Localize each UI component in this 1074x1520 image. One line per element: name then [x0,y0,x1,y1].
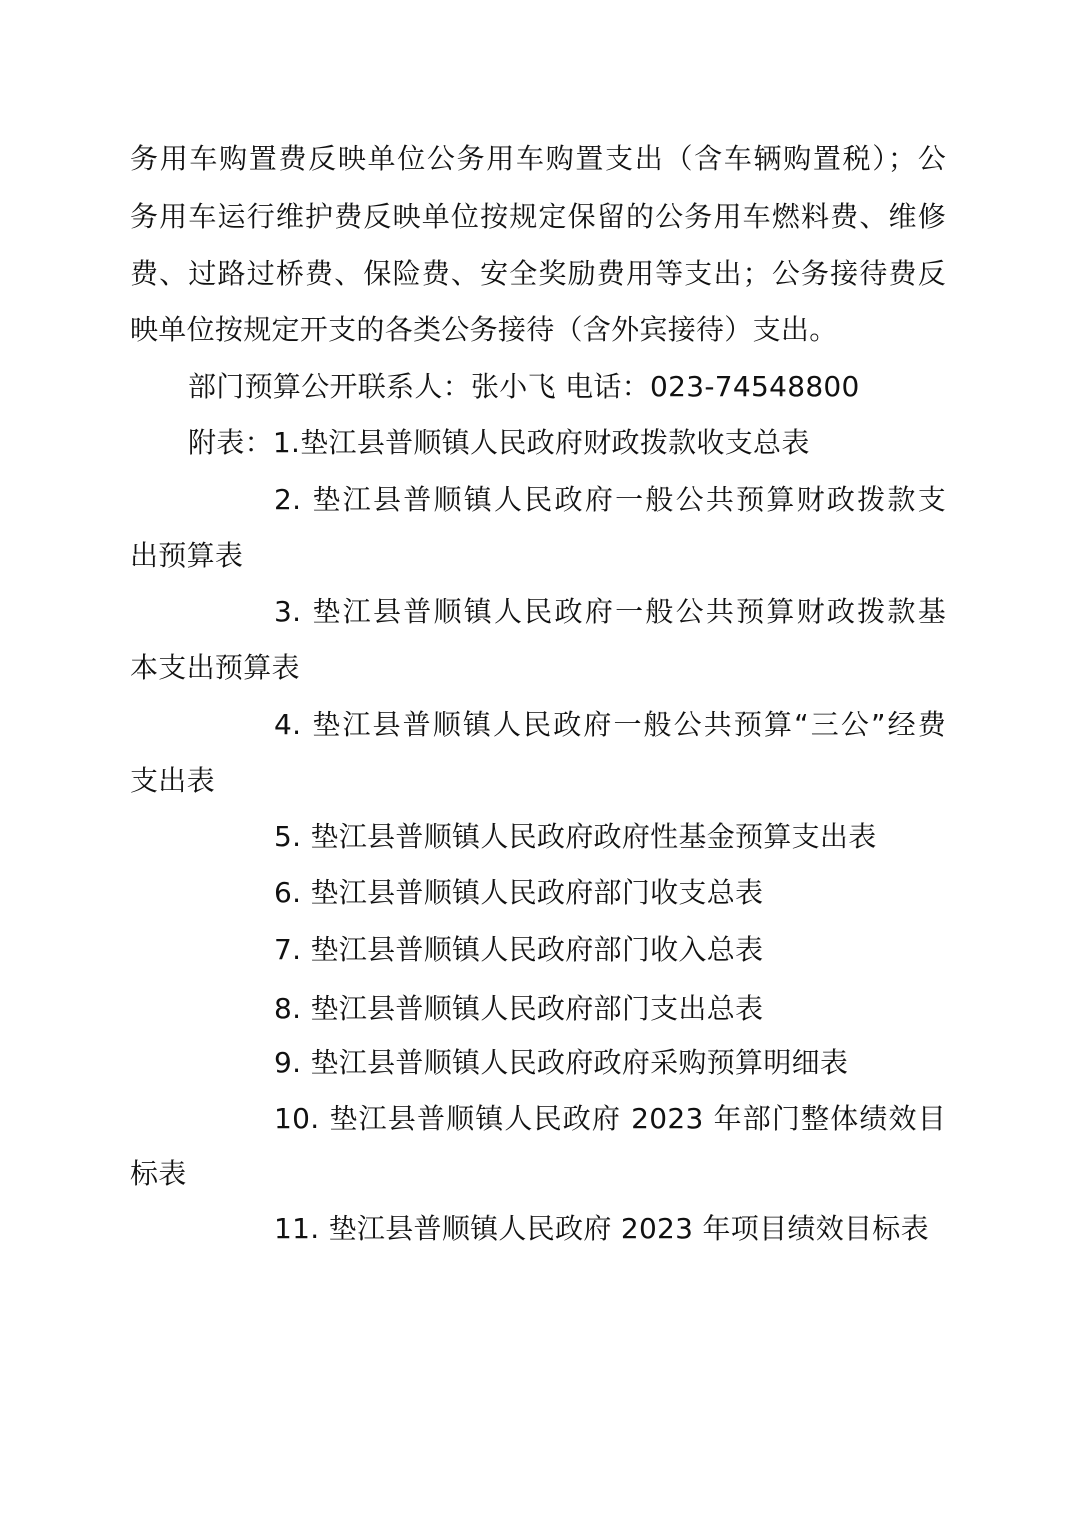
attachment-item: 2. 垫江县普顺镇人民政府一般公共预算财政拨款支 [274,483,946,516]
attachment-item: 10. 垫江县普顺镇人民政府 2023 年部门整体绩效目 [274,1102,946,1135]
attachment-item: 11. 垫江县普顺镇人民政府 2023 年项目绩效目标表 [274,1212,929,1245]
attachment-item-continuation: 本支出预算表 [130,651,300,684]
paragraph-line: 映单位按规定开支的各类公务接待（含外宾接待）支出。 [130,313,838,346]
paragraph-line: 务用车购置费反映单位公务用车购置支出（含车辆购置税）；公 [130,142,946,175]
attachments-intro: 附表：1.垫江县普顺镇人民政府财政拨款收支总表 [188,426,810,459]
paragraph-line: 费、过路过桥费、保险费、安全奖励费用等支出；公务接待费反 [130,257,946,290]
attachment-item-continuation: 标表 [130,1157,187,1190]
contact-line: 部门预算公开联系人：张小飞 电话：023-74548800 [188,370,860,403]
attachment-item: 4. 垫江县普顺镇人民政府一般公共预算“三公”经费 [274,708,946,741]
attachment-item-continuation: 出预算表 [130,539,244,572]
attachment-item: 7. 垫江县普顺镇人民政府部门收入总表 [274,933,764,966]
attachment-item: 3. 垫江县普顺镇人民政府一般公共预算财政拨款基 [274,595,946,628]
paragraph-line: 务用车运行维护费反映单位按规定保留的公务用车燃料费、维修 [130,200,946,233]
attachment-item: 8. 垫江县普顺镇人民政府部门支出总表 [274,992,764,1025]
attachment-item: 9. 垫江县普顺镇人民政府政府采购预算明细表 [274,1046,849,1079]
attachment-item-continuation: 支出表 [130,764,215,797]
attachment-item: 6. 垫江县普顺镇人民政府部门收支总表 [274,876,764,909]
attachment-item: 5. 垫江县普顺镇人民政府政府性基金预算支出表 [274,820,877,853]
